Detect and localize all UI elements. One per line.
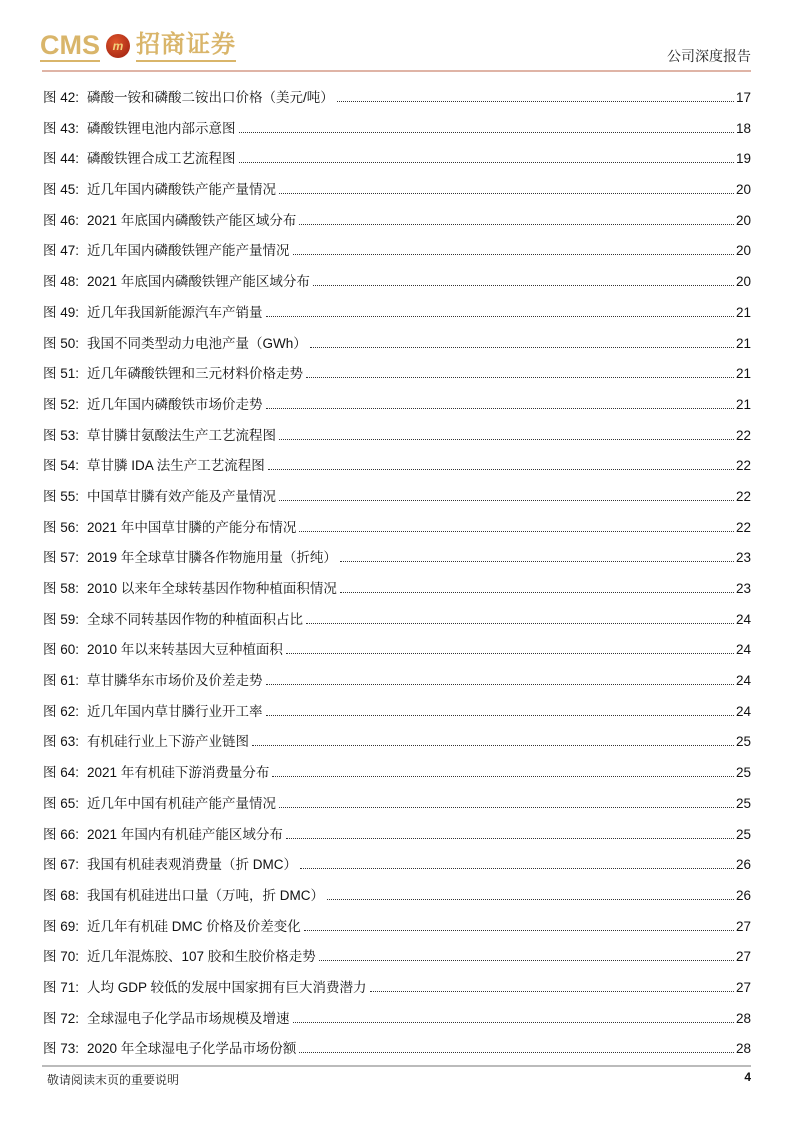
dot-leader — [370, 990, 734, 992]
dot-leader — [293, 253, 734, 255]
page-number: 4 — [744, 1070, 751, 1084]
toc-entry[interactable] — [43, 485, 751, 516]
toc-entry[interactable] — [43, 86, 751, 117]
dot-leader — [272, 775, 734, 777]
header-divider — [42, 70, 751, 72]
toc-entry[interactable] — [43, 823, 751, 854]
page-ref: 21 — [735, 335, 751, 351]
dot-leader — [299, 223, 734, 225]
figure-title: 2021 年中国草甘膦的产能分布情况 — [87, 519, 297, 535]
toc-entry[interactable] — [43, 239, 751, 270]
figure-number: 图 62: — [43, 703, 80, 719]
figure-number: 图 42: — [43, 90, 80, 105]
figure-title: 我国不同类型动力电池产量（GWh） — [87, 335, 307, 351]
toc-entry[interactable] — [43, 209, 751, 240]
page-ref: 22 — [735, 427, 751, 443]
figure-title: 我国有机硅进出口量（万吨，折 DMC） — [87, 887, 325, 903]
dot-leader — [340, 591, 734, 593]
page-ref: 22 — [735, 488, 751, 504]
toc-entry[interactable] — [43, 301, 751, 332]
toc-entry[interactable] — [43, 976, 751, 1007]
report-type: 公司深度报告 — [667, 48, 751, 64]
toc-label — [43, 945, 316, 965]
toc-entry[interactable] — [43, 853, 751, 884]
page-ref: 20 — [735, 212, 751, 228]
dot-leader — [306, 376, 734, 378]
figure-number: 图 65: — [43, 795, 80, 811]
figure-title: 近几年混炼胶、107 胶和生胶价格走势 — [87, 949, 316, 965]
toc-label — [43, 147, 236, 167]
page-ref: 19 — [735, 151, 751, 167]
toc-entry[interactable] — [43, 608, 751, 639]
figure-title: 中国草甘膦有效产能及产量情况 — [87, 488, 277, 504]
dot-leader — [299, 1051, 734, 1053]
figure-title: 近几年中国有机硅产能产量情况 — [87, 795, 277, 811]
figure-title: 草甘膦华东市场价及价差走势 — [87, 673, 263, 689]
toc-label — [43, 853, 297, 873]
figure-title: 近几年有机硅 DMC 价格及价差变化 — [87, 918, 301, 934]
figure-number: 图 70: — [43, 949, 80, 965]
toc-label — [43, 301, 263, 321]
dot-leader — [340, 560, 734, 562]
toc-entry[interactable] — [43, 1007, 751, 1038]
page-ref: 21 — [735, 304, 751, 320]
toc-entry[interactable] — [43, 730, 751, 761]
toc-label — [43, 424, 276, 444]
figure-number: 图 51: — [43, 366, 80, 382]
figure-number: 图 59: — [43, 611, 80, 627]
toc-label — [43, 700, 263, 720]
dot-leader — [286, 652, 734, 654]
toc-label — [43, 792, 276, 812]
toc-label — [43, 915, 301, 935]
page-ref: 23 — [735, 550, 751, 566]
toc-label — [43, 1037, 296, 1057]
toc-entry[interactable] — [43, 1037, 751, 1068]
dot-leader — [337, 100, 734, 102]
toc-label — [43, 730, 249, 750]
figure-number: 图 68: — [43, 887, 80, 903]
figure-number: 图 48: — [43, 274, 80, 290]
toc-label — [43, 362, 303, 382]
page-ref: 26 — [735, 887, 751, 903]
toc-label — [43, 178, 276, 198]
toc-entry[interactable] — [43, 546, 751, 577]
toc-label — [43, 669, 263, 689]
toc-label — [43, 976, 367, 996]
figure-title: 2021 年底国内磷酸铁锂产能区域分布 — [87, 274, 310, 290]
toc-label — [43, 393, 263, 413]
figure-number: 图 53: — [43, 427, 80, 443]
toc-label — [43, 638, 283, 658]
toc-entry[interactable] — [43, 393, 751, 424]
figure-number: 图 72: — [43, 1010, 80, 1026]
toc-label — [43, 608, 303, 628]
figure-number: 图 49: — [43, 304, 80, 320]
figure-title: 2021 年有机硅下游消费量分布 — [87, 765, 270, 781]
dot-leader — [239, 161, 734, 163]
figure-title: 全球不同转基因作物的种植面积占比 — [87, 611, 304, 627]
logo-en: CMS — [40, 30, 100, 60]
footer-note: 敬请阅读末页的重要说明 — [47, 1073, 180, 1087]
dot-leader — [313, 284, 734, 286]
figure-title: 近几年国内磷酸铁市场价走势 — [87, 396, 263, 412]
figure-title: 近几年我国新能源汽车产销量 — [87, 304, 263, 320]
figure-number: 图 61: — [43, 673, 80, 689]
dot-leader — [327, 898, 734, 900]
page-ref: 27 — [735, 918, 751, 934]
dot-leader — [304, 929, 734, 931]
dot-leader — [239, 131, 734, 133]
toc-label — [43, 485, 276, 505]
toc-entry[interactable] — [43, 669, 751, 700]
page-ref: 22 — [735, 458, 751, 474]
toc-entry[interactable] — [43, 761, 751, 792]
toc-entry[interactable] — [43, 884, 751, 915]
page-ref: 24 — [735, 703, 751, 719]
figure-title: 草甘膦 IDA 法生产工艺流程图 — [87, 458, 265, 474]
toc-entry[interactable] — [43, 638, 751, 669]
toc-entry[interactable] — [43, 362, 751, 393]
dot-leader — [279, 499, 734, 501]
page-ref: 23 — [735, 581, 751, 596]
page-ref: 24 — [735, 611, 751, 627]
figure-title: 近几年国内磷酸铁锂产能产量情况 — [87, 243, 290, 259]
page-ref: 27 — [735, 979, 751, 995]
toc-label — [43, 823, 283, 843]
figure-number: 图 71: — [43, 979, 80, 995]
page-ref: 25 — [735, 734, 751, 750]
page-ref: 28 — [735, 1041, 751, 1057]
toc-entry[interactable] — [43, 516, 751, 547]
dot-leader — [300, 867, 734, 869]
toc-entry[interactable] — [43, 117, 751, 148]
dot-leader — [252, 744, 734, 746]
figure-number: 图 58: — [43, 581, 80, 596]
figure-title: 我国有机硅表观消费量（折 DMC） — [87, 857, 298, 873]
toc-entry[interactable] — [43, 147, 751, 178]
dot-leader — [266, 315, 734, 317]
toc-label — [43, 332, 307, 352]
page-ref: 25 — [735, 826, 751, 842]
figure-title: 近几年磷酸铁锂和三元材料价格走势 — [87, 366, 304, 382]
figure-number: 图 55: — [43, 488, 80, 504]
page-ref: 25 — [735, 765, 751, 781]
page-ref: 22 — [735, 519, 751, 535]
figure-number: 图 45: — [43, 182, 80, 198]
figure-number: 图 46: — [43, 212, 80, 228]
figure-title: 近几年国内磷酸铁产能产量情况 — [87, 182, 277, 198]
toc-entry[interactable] — [43, 332, 751, 363]
toc-label — [43, 270, 310, 290]
toc-entry[interactable] — [43, 792, 751, 823]
figure-number: 图 56: — [43, 519, 80, 535]
dot-leader — [279, 806, 734, 808]
figure-number: 图 64: — [43, 765, 80, 781]
page-ref: 24 — [735, 642, 751, 658]
figure-title: 磷酸一铵和磷酸二铵出口价格（美元/吨） — [87, 90, 334, 105]
toc-entry[interactable] — [43, 915, 751, 946]
figure-title: 2010 以来年全球转基因作物种植面积情况 — [87, 581, 337, 596]
figure-title: 2010 年以来转基因大豆种植面积 — [87, 642, 283, 658]
page-ref: 26 — [735, 857, 751, 873]
figure-number: 图 47: — [43, 243, 80, 259]
toc-entry[interactable] — [43, 178, 751, 209]
figure-number: 图 63: — [43, 734, 80, 750]
figure-title: 人均 GDP 较低的发展中国家拥有巨大消费潜力 — [87, 979, 367, 995]
dot-leader — [266, 683, 734, 685]
dot-leader — [268, 468, 734, 470]
toc-entry[interactable] — [43, 424, 751, 455]
figure-title: 近几年国内草甘膦行业开工率 — [87, 703, 263, 719]
dot-leader — [306, 622, 734, 624]
cms-logo — [40, 28, 236, 64]
figure-title: 2021 年底国内磷酸铁产能区域分布 — [87, 212, 297, 228]
page-ref: 20 — [735, 243, 751, 259]
figure-title: 2019 年全球草甘膦各作物施用量（折纯） — [87, 550, 337, 566]
page-ref: 17 — [735, 90, 751, 105]
figure-title: 磷酸铁锂合成工艺流程图 — [87, 151, 236, 167]
figure-number: 图 60: — [43, 642, 80, 658]
dot-leader — [279, 438, 734, 440]
page-ref: 25 — [735, 795, 751, 811]
toc-label — [43, 239, 290, 259]
figure-number: 图 43: — [43, 120, 80, 136]
toc-entry[interactable] — [43, 700, 751, 731]
toc-entry[interactable] — [43, 945, 751, 976]
page-ref: 28 — [735, 1010, 751, 1026]
figure-number: 图 54: — [43, 458, 80, 474]
figure-number: 图 69: — [43, 918, 80, 934]
figure-title: 草甘膦甘氨酸法生产工艺流程图 — [87, 427, 277, 443]
figure-number: 图 57: — [43, 550, 80, 566]
figure-title: 有机硅行业上下游产业链图 — [87, 734, 250, 750]
dot-leader — [310, 346, 734, 348]
figure-list — [43, 86, 751, 1068]
page-ref: 21 — [735, 396, 751, 412]
dot-leader — [319, 959, 734, 961]
toc-label — [43, 86, 334, 106]
dot-leader — [286, 837, 734, 839]
page-ref: 27 — [735, 949, 751, 965]
toc-label — [43, 209, 296, 229]
figure-title: 2020 年全球湿电子化学品市场份额 — [87, 1041, 297, 1057]
page-ref: 18 — [735, 120, 751, 136]
figure-number: 图 52: — [43, 396, 80, 412]
toc-label — [43, 117, 236, 137]
figure-title: 2021 年国内有机硅产能区域分布 — [87, 826, 283, 842]
figure-number: 图 66: — [43, 826, 80, 842]
dot-leader — [266, 714, 734, 716]
toc-label — [43, 761, 269, 781]
figure-title: 全球湿电子化学品市场规模及增速 — [87, 1010, 290, 1026]
figure-number: 图 67: — [43, 857, 80, 873]
figure-number: 图 73: — [43, 1041, 80, 1057]
figure-number: 图 50: — [43, 335, 80, 351]
dot-leader — [279, 192, 734, 194]
logo-cn: 招商证券 — [136, 30, 236, 62]
page-ref: 21 — [735, 366, 751, 382]
toc-label — [43, 1007, 290, 1027]
page-ref: 24 — [735, 673, 751, 689]
toc-label — [43, 577, 337, 597]
figure-title: 磷酸铁锂电池内部示意图 — [87, 120, 236, 136]
page-ref: 20 — [735, 182, 751, 198]
toc-label — [43, 546, 337, 566]
dot-leader — [293, 1021, 734, 1023]
page-ref: 20 — [735, 274, 751, 290]
toc-label — [43, 516, 296, 536]
toc-label — [43, 884, 324, 904]
footer-divider — [42, 1065, 751, 1067]
logo-emblem-icon: m — [106, 34, 130, 58]
toc-entry[interactable] — [43, 577, 751, 608]
toc-entry[interactable] — [43, 454, 751, 485]
figure-number: 图 44: — [43, 151, 80, 167]
toc-label — [43, 454, 265, 474]
dot-leader — [266, 407, 734, 409]
dot-leader — [299, 530, 734, 532]
toc-entry[interactable] — [43, 270, 751, 301]
